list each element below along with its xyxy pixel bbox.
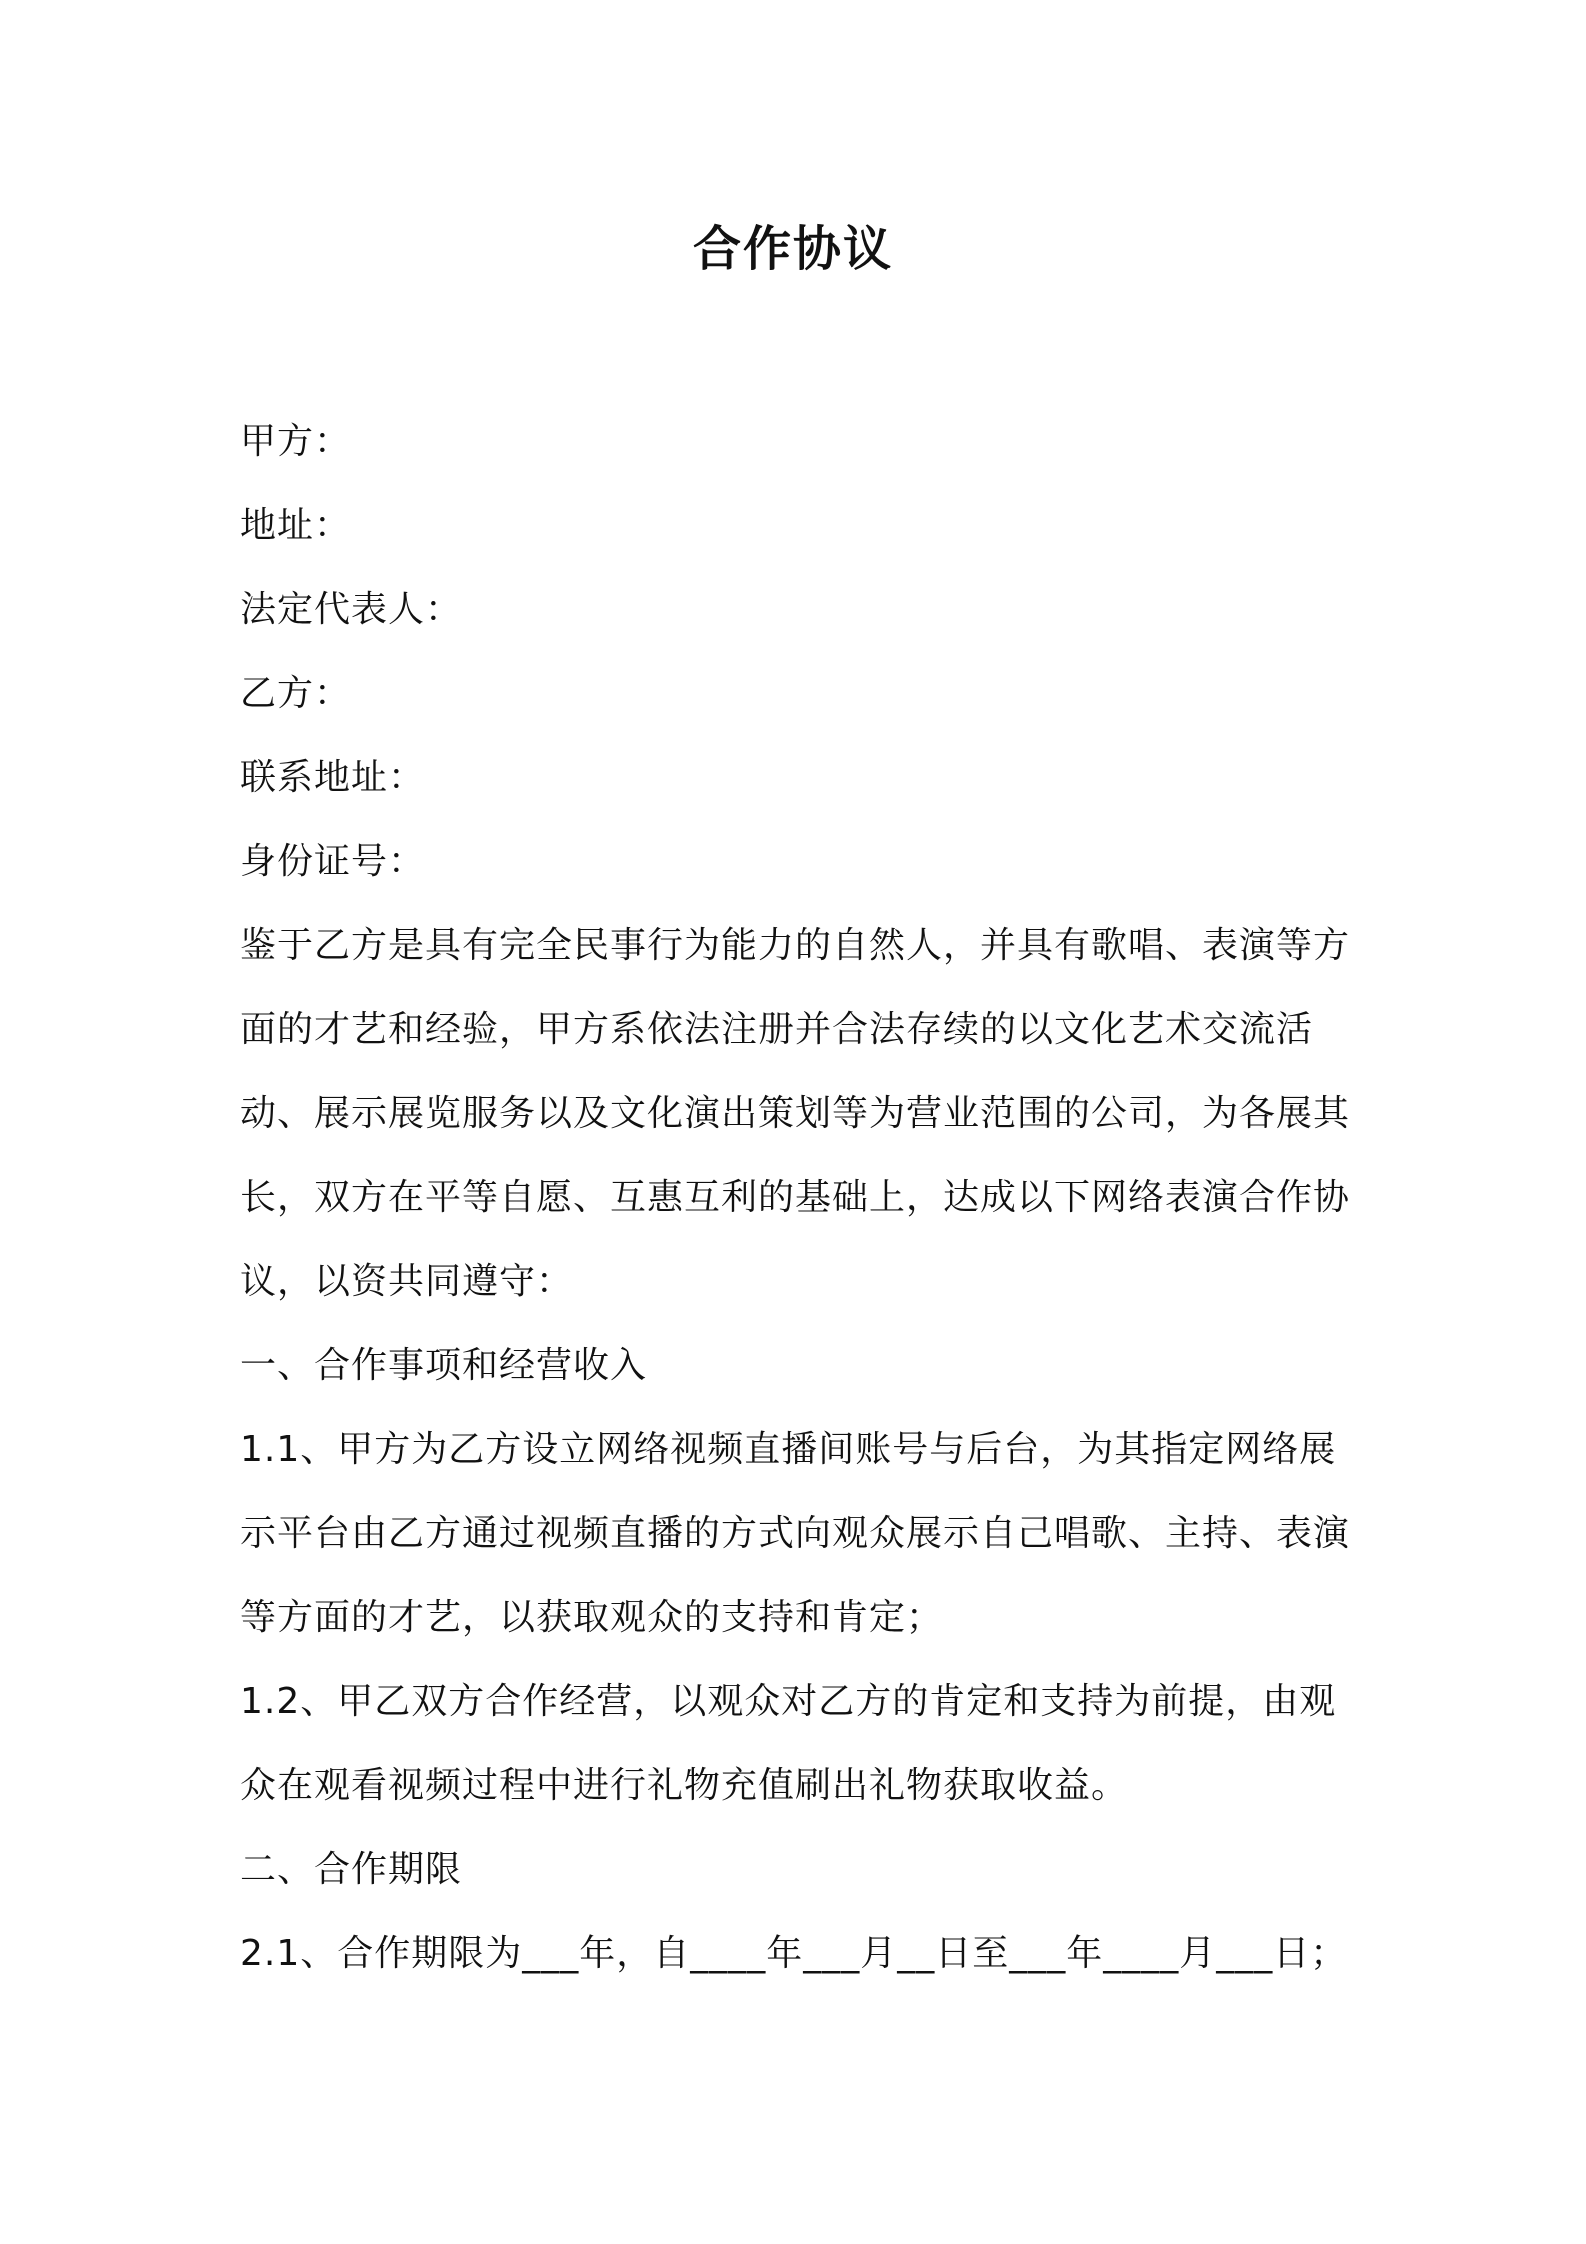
document-body — [240, 400, 1360, 1996]
legal-representative-field: 法定代表人： — [240, 589, 463, 630]
address-field: 地址： — [240, 505, 352, 546]
section-2-heading: 二、合作期限 — [240, 1849, 463, 1890]
document-title: 合作协议 — [692, 221, 893, 277]
preamble-paragraph: 鉴于乙方是具有完全民事行为能力的自然人，并具有歌唱、表演等方面的才艺和经验，甲方系依法注册并合法存续的以文化艺术交流活动、展示展览服务以及文化演出策划等为营业范围的公司，为各展其长，双方在平等自愿、互惠互利的基础上，达成以下网络表演合作协议，以资共同遵守： — [240, 925, 1351, 1302]
clause-1-2: 1.2、甲乙双方合作经营，以观众对乙方的肯定和支持为前提，由观众在观看视频过程中进行礼物充值刷出礼物获取收益。 — [240, 1681, 1337, 1806]
contact-address-field: 联系地址： — [240, 757, 426, 798]
party-a-field: 甲方： — [240, 421, 352, 462]
clause-1-1: 1.1、甲方为乙方设立网络视频直播间账号与后台，为其指定网络展示平台由乙方通过视频直播的方式向观众展示自己唱歌、主持、表演等方面的才艺，以获取观众的支持和肯定； — [240, 1429, 1351, 1638]
id-number-field: 身份证号： — [240, 841, 426, 882]
section-1-heading: 一、合作事项和经营收入 — [240, 1345, 648, 1386]
party-b-field: 乙方： — [240, 673, 352, 714]
clause-2-1: 2.1、合作期限为___年，自____年___月__日至___年____月___日； — [240, 1933, 1348, 1974]
